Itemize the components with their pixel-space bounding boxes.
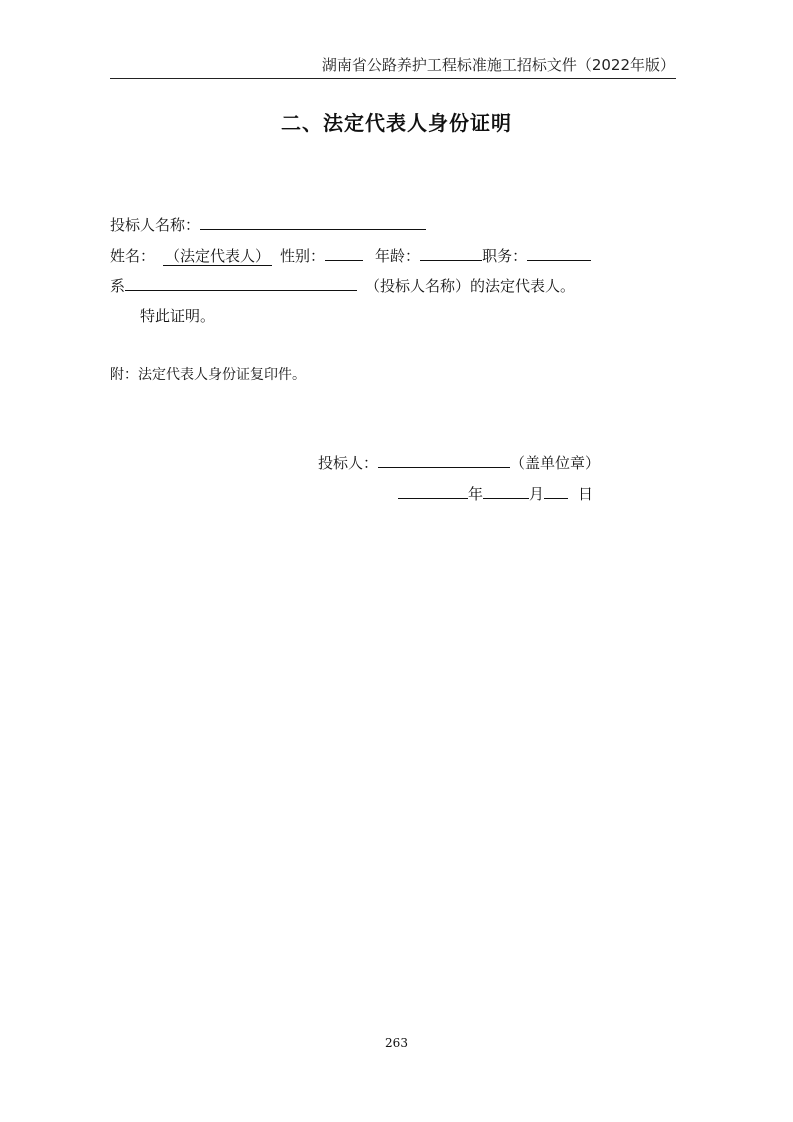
header-divider [110,78,676,79]
bidder-signature-blank[interactable] [378,453,510,468]
affiliation-row [110,275,575,296]
year-label: 年 [468,485,484,503]
position-label: 职务： [482,247,528,265]
month-label: 月 [529,485,545,503]
gender-blank[interactable] [325,246,363,261]
name-label: 姓名： [110,247,156,265]
bidder-name-row [110,214,426,235]
day-blank[interactable] [544,484,568,499]
seal-label: （盖单位章） [510,454,601,472]
month-blank[interactable] [483,484,529,499]
bidder-name-blank[interactable] [200,215,426,230]
affiliation-prefix: 系 [110,277,126,295]
affiliation-suffix: （投标人名称）的法定代表人。 [365,277,576,295]
attachment-note: 附：法定代表人身份证复印件。 [110,367,306,383]
age-label: 年龄： [375,247,421,265]
bidder-name-label: 投标人名称： [110,216,201,234]
year-blank[interactable] [398,484,468,499]
bidder-signature-row [318,452,600,473]
age-blank[interactable] [420,246,482,261]
company-name-blank[interactable] [125,276,357,291]
name-value[interactable]: （法定代表人） [165,247,271,265]
gender-label: 性别： [280,247,326,265]
representative-info-row [110,245,591,266]
page-number: 263 [385,1036,408,1050]
bidder-label: 投标人： [318,454,379,472]
certify-text: 特此证明。 [140,307,216,325]
day-label: 日 [578,485,594,503]
date-row [398,483,593,504]
position-blank[interactable] [527,246,591,261]
section-title: 二、法定代表人身份证明 [281,111,512,135]
running-header: 湖南省公路养护工程标准施工招标文件（2022年版） [321,56,675,74]
